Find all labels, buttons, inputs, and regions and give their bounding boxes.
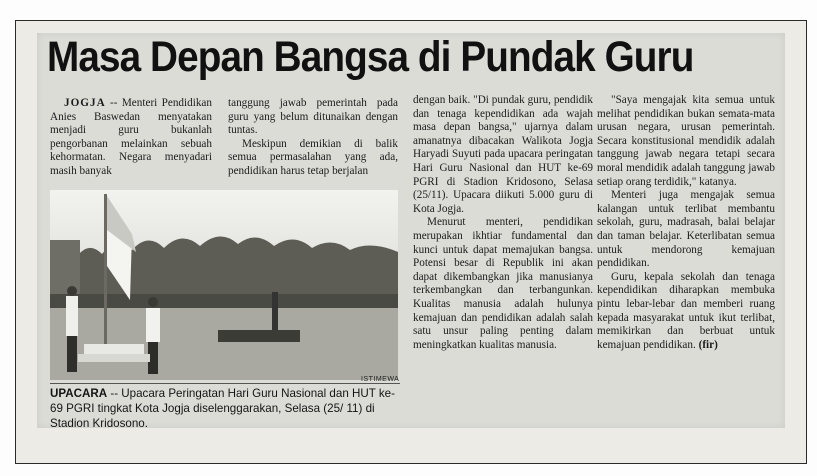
article-column-4 <box>597 94 775 352</box>
col1-text: -- Menteri Pendidikan Anies Baswedan menyatakan menjadi guru bukanlah pengorbanan melainkan sebuah kehormatan. Negara menyadari masih banyak <box>50 97 212 177</box>
col2-paragraph-1: tanggung jawab pemerintah pada guru yang belum ditunaikan dengan tuntas. <box>228 97 398 137</box>
col4-paragraph-1: "Saya mengajak kita semua untuk melihat pendidikan bukan semata-mata urusan negara, urusan pemerintah. Secara konstitusional mendidik adalah tanggung jawab negara tetapi secara moral mendidik adalah tanggung jawab setiap orang terdidik," katanya. <box>597 94 775 188</box>
col2-paragraph-2: Meskipun demikian di balik semua permasalahan yang ada, pendidikan harus tetap berjalan <box>228 137 398 177</box>
dateline: JOGJA <box>64 97 106 109</box>
photo-caption <box>50 386 400 431</box>
caption-text: -- Upacara Peringatan Hari Guru Nasional dan HUT ke-69 PGRI tingkat Kota Jogja diselenggarakan, Selasa (25/ 11) di Stadion Kridosono. <box>50 387 395 430</box>
caption-label: UPACARA <box>50 387 108 400</box>
author-initials: (fir) <box>698 338 718 351</box>
col4-paragraph-3: Guru, kepala sekolah dan tenaga kependidikan diharapkan membuka pintu lebar-lebar dan memberi ruang kepada masyarakat untuk ikut terlibat, memikirkan dan berbuat untuk kemajuan pendidikan. <box>597 270 775 351</box>
col4-paragraph-2: Menteri juga mengajak semua kalangan untuk terlibat membantu sekolah, guru, madrasah, balai belajar dan taman belajar. Keterlibatan semua untuk mendorong kemajuan pendidikan. <box>597 189 775 270</box>
headline: Masa Depan Bangsa di Pundak Guru <box>47 33 694 81</box>
article-column-3 <box>413 94 593 352</box>
article-column-2 <box>228 97 398 179</box>
col3-paragraph-2: Menurut menteri, pendidikan merupakan ikhtiar fundamental dan kunci untuk dapat memajukan bangsa. Potensi besar di Republik ini akan dapat dikembangkan jika manusianya terkembangkan dan terbangunkan. Kualitas manusia adalah hulunya kemajuan dan pendidikan adalah salah satu unsur paling penting dalam meningkatkan kualitas manusia. <box>413 216 593 351</box>
col3-paragraph-1: dengan baik. "Di pundak guru, pendidik dan tenaga kependidikan ada wajah masa depan bangsa," ujarnya dalam amanatnya dibacakan Walikota Jogja Haryadi Suyuti pada upacara peringatan Hari Guru Nasional dan HUT ke-69 PGRI di Stadion Kridosono, Selasa (25/11). Upacara diikuti 5.000 guru di Kota Jogja. <box>413 94 593 215</box>
photo-credit: ISTIMEWA <box>361 376 400 383</box>
article-column-1 <box>50 97 212 179</box>
ceremony-photo <box>50 190 398 380</box>
caption-rule <box>50 383 400 384</box>
ceremony-photo-illustration <box>50 190 398 380</box>
